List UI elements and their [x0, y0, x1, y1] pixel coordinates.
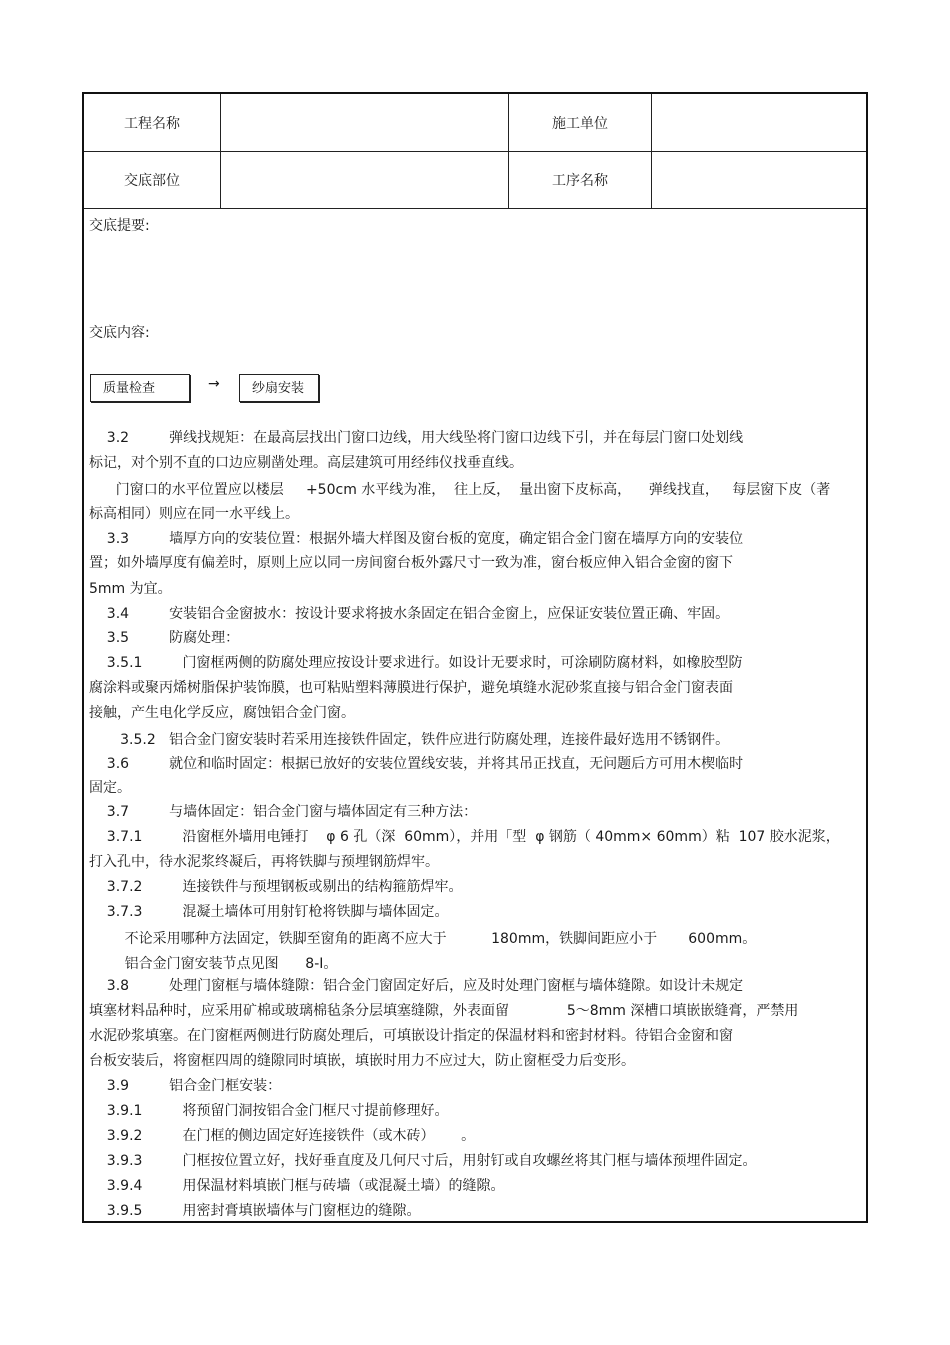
- content-line: 标高相同）则应在同一水平线上。: [89, 506, 299, 522]
- project-name-label: 工程名称: [124, 115, 180, 132]
- content-line: 打入孔中，待水泥浆终凝后，再将铁脚与预埋钢筋焊牢。: [89, 854, 439, 870]
- disclosure-part-value[interactable]: [221, 152, 508, 208]
- header-bottom-divider: [84, 208, 866, 209]
- content-line: 3.5.1 门窗框两侧的防腐处理应按设计要求进行。如设计无要求时，可涂刷防腐材料，如橡胶型防: [89, 655, 743, 671]
- process-flow: [90, 374, 330, 402]
- content-line: 3.7.1 沿窗框外墙用电锤打 φ 6 孔（深 60mm），并用「型 φ 钢筋（ 40mm× 60mm）粘 107 胶水泥浆，: [89, 829, 840, 845]
- content-line: 门窗口的水平位置应以楼层 +50cm 水平线为准， 往上反， 量出窗下皮标高， 弹线找直， 每层窗下皮（著: [89, 482, 831, 498]
- content-line: 3.7.3 混凝土墙体可用射钉枪将铁脚与墙体固定。: [89, 904, 449, 920]
- content-line: 3.2 弹线找规矩：在最高层找出门窗口边线，用大线坠将门窗口边线下引，并在每层门窗口处划线: [89, 430, 744, 446]
- flow-step-screen-install: 纱扇安装: [239, 374, 319, 402]
- content-line: 3.9.5 用密封膏填嵌墙体与门窗框边的缝隙。: [89, 1203, 421, 1219]
- content-line: 腐涂料或聚丙烯树脂保护装饰膜，也可粘贴塑料薄膜进行保护，避免填缝水泥砂浆直接与铝合金门窗表面: [89, 680, 733, 696]
- project-name-value[interactable]: [221, 94, 508, 151]
- content-line: 水泥砂浆填塞。在门窗框两侧进行防腐处理后，可填嵌设计指定的保温材料和密封材料。待铝合金窗和窗: [89, 1028, 733, 1044]
- content-line: 3.8 处理门窗框与墙体缝隙：铝合金门窗固定好后，应及时处理门窗框与墙体缝隙。如设计未规定: [89, 978, 744, 994]
- content-line: 3.6 就位和临时固定：根据已放好的安装位置线安装，并将其吊正找直，无问题后方可用木楔临时: [89, 756, 744, 772]
- construction-unit-label: 施工单位: [552, 115, 608, 132]
- content-line: 3.3 墙厚方向的安装位置：根据外墙大样图及窗台板的宽度，确定铝合金门窗在墙厚方向的安装位: [89, 531, 744, 547]
- content-line: 台板安装后，将窗框四周的缝隙同时填嵌，填嵌时用力不应过大，防止窗框受力后变形。: [89, 1053, 635, 1069]
- flow-arrow-icon: →: [208, 376, 220, 392]
- content-line: 3.9 铝合金门框安装：: [89, 1078, 282, 1094]
- content-line: 3.7.2 连接铁件与预埋钢板或剔出的结构箍筋焊牢。: [89, 879, 463, 895]
- content-line: 3.4 安装铝合金窗披水：按设计要求将披水条固定在铝合金窗上，应保证安装位置正确、牢固。: [89, 606, 730, 622]
- content-line: 3.5 防腐处理：: [89, 630, 240, 646]
- content-line: 3.9.4 用保温材料填嵌门框与砖墙（或混凝土墙）的缝隙。: [89, 1178, 505, 1194]
- process-name-label: 工序名称: [552, 173, 608, 189]
- content-line: 3.9.3 门框按位置立好，找好垂直度及几何尺寸后，用射钉或自攻螺丝将其门框与墙体预埋件固定。: [89, 1153, 757, 1169]
- content-line: 填塞材料品种时，应采用矿棉或玻璃棉毡条分层填塞缝隙，外表面留 5～8mm 深槽口填嵌嵌缝膏，严禁用: [89, 1003, 799, 1019]
- content-line: 固定。: [89, 780, 131, 796]
- content-line: 3.7 与墙体固定：铝合金门窗与墙体固定有三种方法：: [89, 804, 478, 820]
- construction-unit-value[interactable]: [652, 94, 868, 151]
- content-line: 5mm 为宜。: [89, 581, 172, 597]
- content-line: 置；如外墙厚度有偏差时，原则上应以同一房间窗台板外露尺寸一致为准，窗台板应伸入铝合金窗的窗下: [89, 555, 733, 571]
- content-line: 3.5.2 铝合金门窗安装时若采用连接铁件固定，铁件应进行防腐处理，连接件最好选用不锈钢件。: [89, 732, 730, 748]
- process-name-value[interactable]: [652, 152, 868, 208]
- content-line: 3.9.2 在门框的侧边固定好连接铁件（或木砖） 。: [89, 1128, 476, 1144]
- content-line: 3.9.1 将预留门洞按铝合金门框尺寸提前修理好。: [89, 1103, 449, 1119]
- content-line: 接触，产生电化学反应，腐蚀铝合金门窗。: [89, 705, 355, 721]
- summary-label: 交底提要:: [89, 218, 150, 234]
- content-label: 交底内容:: [89, 325, 150, 341]
- content-line: 不论采用哪种方法固定，铁脚至窗角的距离不应大于 180mm，铁脚间距应小于 600mm。: [89, 931, 757, 947]
- content-line: 标记，对个别不直的口边应剔凿处理。高层建筑可用经纬仪找垂直线。: [89, 455, 523, 471]
- disclosure-part-label: 交底部位: [124, 173, 180, 189]
- content-line: 铝合金门窗安装节点见图 8-I。: [89, 956, 338, 972]
- flow-step-quality-check: 质量检查: [90, 374, 190, 402]
